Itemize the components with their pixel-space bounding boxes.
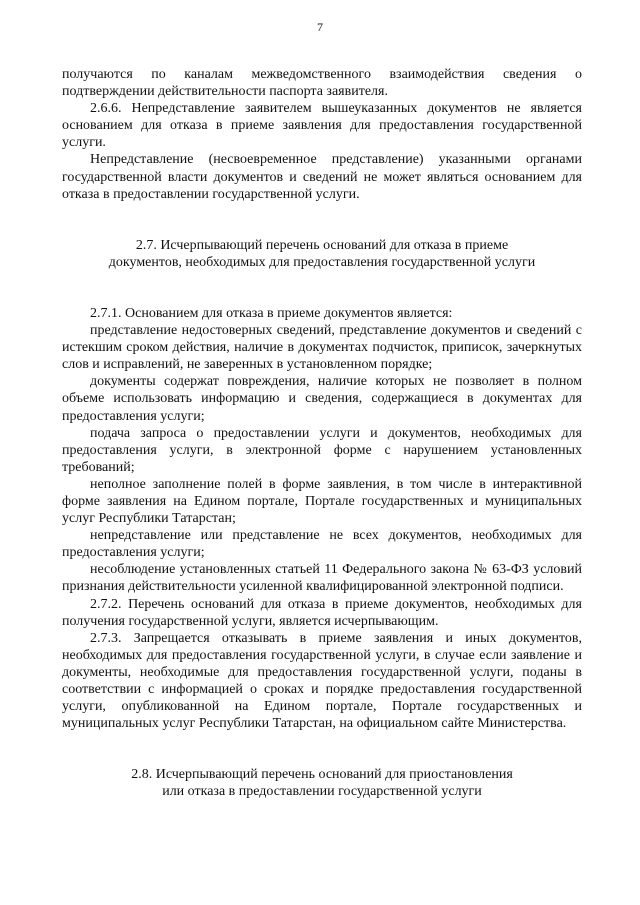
paragraph: получаются по каналам межведомственного взаимодействия сведения о подтверждении действительности паспорта заявителя. [62,67,582,100]
paragraph: документы содержат повреждения, наличие которых не позволяет в полном объеме использовать информацию и сведения, содержащиеся в документах для предоставления услуги; [62,374,582,424]
paragraph: 2.7.3. Запрещается отказывать в приеме заявления и иных документов, необходимых для предоставления государственной услуги, в случае если заявление и документы, необходимые для предоставления государственной услуги, поданы в соответствии с информацией о сроках и порядке предоставления государственной услуги, опубликованной на Едином портале, Портале государственных и муниципальных услуг Республики Татарстан, на официальном сайте Министерства. [62,630,582,732]
paragraph: представление недостоверных сведений, представление документов и сведений с истекшим сроком действия, наличие в документах подчисток, приписок, зачеркнутых слов и исправлений, не заверенных в установленном порядке; [62,323,582,373]
paragraph: подача запроса о предоставлении услуги и документов, необходимых для предоставления услуги, в электронной форме с нарушением установленных требований; [62,425,582,475]
paragraph: несоблюдение установленных статьей 11 Федерального закона № 63-ФЗ условий признания действительности усиленной квалифицированной электронной подписи. [62,562,582,595]
document-body [62,66,582,800]
paragraph: 2.7.2. Перечень оснований для отказа в приеме документов, необходимых для получения государственной услуги, является исчерпывающим. [62,596,582,629]
section-heading-2-7 [62,237,582,271]
paragraph: 2.7.1. Основанием для отказа в приеме документов является: [90,305,453,321]
paragraph: 2.6.6. Непредставление заявителем вышеуказанных документов не является основанием для отказа в приеме заявления для предоставления государственной услуги. [62,101,582,151]
paragraph: Непредставление (несвоевременное представление) указанными органами государственной власти документов и сведений не может являться основанием для отказа в предоставлении государственной услуги. [62,152,582,202]
page-number: 7 [317,20,323,34]
section-heading-2-8 [62,766,582,800]
paragraph: непредставление или представление не всех документов, необходимых для предоставления услуги; [62,528,582,561]
heading-line: 2.8. Исчерпывающий перечень оснований для приостановления [131,767,513,783]
heading-line: 2.7. Исчерпывающий перечень оснований для отказа в приеме [135,237,509,253]
heading-line: документов, необходимых для предоставления государственной услуги [108,254,536,270]
heading-line: или отказа в предоставлении государственной услуги [162,784,482,800]
paragraph: неполное заполнение полей в форме заявления, в том числе в интерактивной форме заявления на Едином портале, Портале государственных и муниципальных услуг Республики Татарстан; [62,476,582,527]
